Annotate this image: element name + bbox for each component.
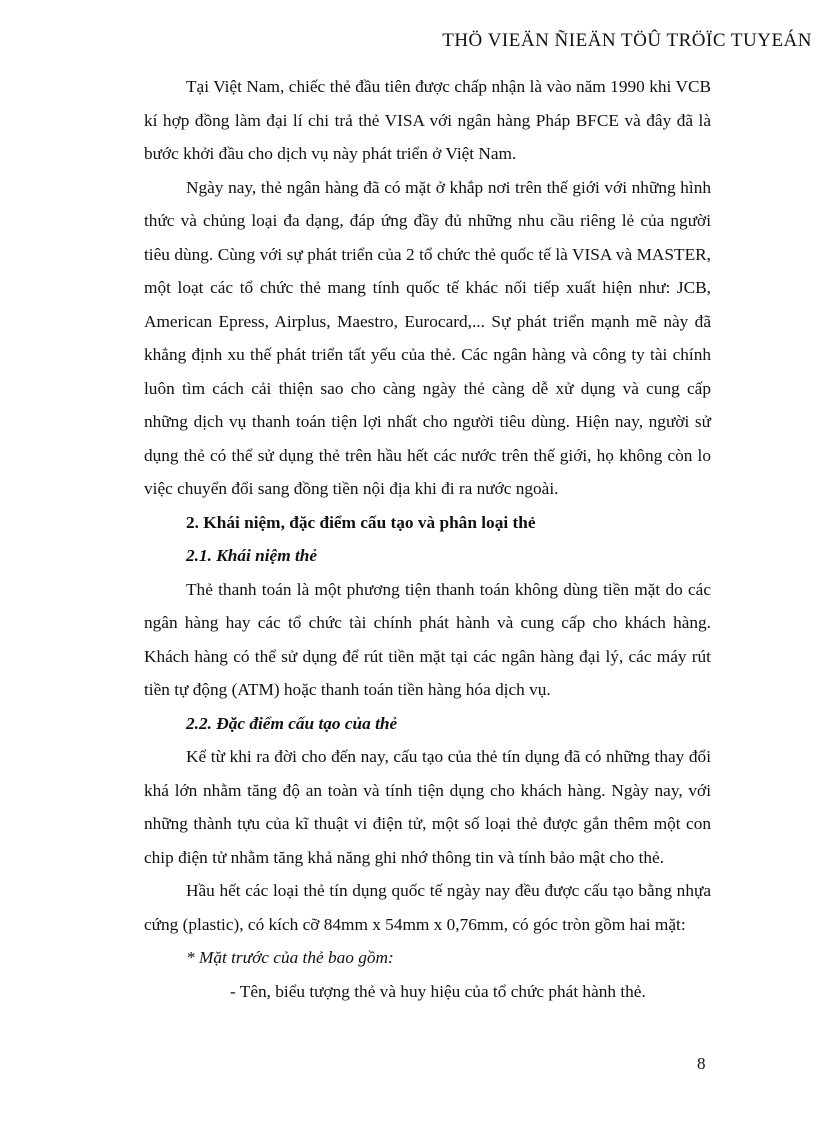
subsection-heading-2-2: 2.2. Đặc điểm cấu tạo của thẻ (186, 713, 398, 733)
section-heading-2: 2. Khái niệm, đặc điểm cấu tạo và phân loại thẻ (186, 512, 536, 532)
paragraph-card-structure-history: Kể từ khi ra đời cho đến nay, cấu tạo của thẻ tín dụng đã có những thay đổi khá lớn nhằm tăng độ an toàn và tính tiện dụng cho khách hàng. Ngày nay, với những thành tựu của kĩ thuật vi điện tử, một số loại thẻ được gắn thêm một con chip điện tử nhằm tăng khả năng ghi nhớ thông tin và tính bảo mật cho thẻ. (144, 747, 711, 867)
page-content (144, 70, 711, 1008)
front-side-label: * Mặt trước của thẻ bao gồm: (186, 948, 394, 967)
front-side-item: - Tên, biểu tượng thẻ và huy hiệu của tổ chức phát hành thẻ. (230, 981, 646, 1001)
paragraph-card-material: Hầu hết các loại thẻ tín dụng quốc tế ngày nay đều được cấu tạo bằng nhựa cứng (plastic), có kích cỡ 84mm x 54mm x 0,76mm, có góc tròn gồm hai mặt: (144, 881, 711, 934)
paragraph-cards-today: Ngày nay, thẻ ngân hàng đã có mặt ở khắp nơi trên thế giới với những hình thức và chủng loại đa dạng, đáp ứng đầy đủ những nhu cầu riêng lẻ của người tiêu dùng. Cùng với sự phát triển của 2 tổ chức thẻ quốc tế là VISA và MASTER, một loạt các tổ chức thẻ mang tính quốc tế khác nối tiếp xuất hiện như: JCB, American Epress, Airplus, Maestro, Eurocard,... Sự phát triển mạnh mẽ này đã khẳng định xu thế phát triển tất yếu của thẻ. Các ngân hàng và công ty tài chính luôn tìm cách cải thiện sao cho càng ngày thẻ càng dễ xử dụng và cung cấp những dịch vụ thanh toán tiện lợi nhất cho người tiêu dùng. Hiện nay, người sử dụng thẻ có thể sử dụng thẻ trên hầu hết các nước trên thế giới, họ không còn lo việc chuyển đổi sang đồng tiền nội địa khi đi ra nước ngoài. (144, 177, 711, 498)
paragraph-vietnam-first-card: Tại Việt Nam, chiếc thẻ đầu tiên được chấp nhận là vào năm 1990 khi VCB kí hợp đồng làm đại lí chi trả thẻ VISA với ngân hàng Pháp BFCE và đây đã là bước khởi đầu cho dịch vụ này phát triển ở Việt Nam. (144, 77, 711, 163)
paragraph-card-definition: Thẻ thanh toán là một phương tiện thanh toán không dùng tiền mặt do các ngân hàng hay các tổ chức tài chính phát hành và cung cấp cho khách hàng. Khách hàng có thể sử dụng để rút tiền mặt tại các ngân hàng đại lý, các máy rút tiền tự động (ATM) hoặc thanh toán tiền hàng hóa dịch vụ. (144, 579, 711, 699)
subsection-heading-2-1: 2.1. Khái niệm thẻ (186, 546, 318, 565)
running-header: THÖ VIEÄN ÑIEÄN TÖÛ TRÖÏC TUYEÁN (442, 30, 812, 51)
page-number: 8 (697, 1054, 706, 1073)
